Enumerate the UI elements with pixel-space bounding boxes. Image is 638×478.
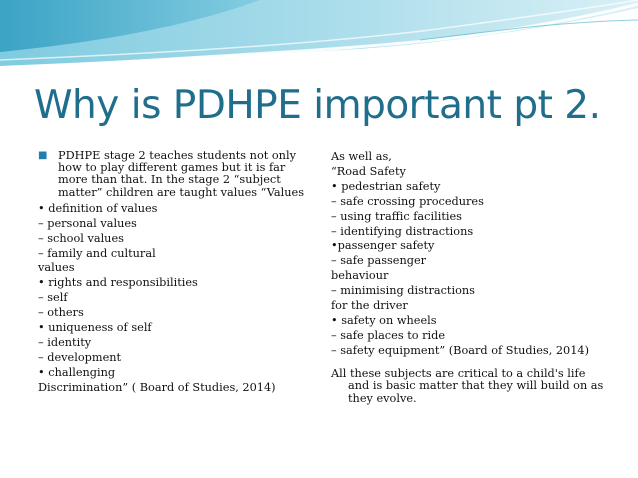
list-item: – using traffic facilities	[331, 209, 462, 223]
list-item: – development	[38, 350, 122, 364]
list-item: – identity	[38, 335, 92, 349]
list-item: • challenging	[38, 365, 116, 379]
list-item: – minimising distractions	[331, 284, 475, 298]
right-column	[331, 150, 606, 405]
list-item: “Road Safety	[331, 164, 406, 178]
list-item: – safety equipment” (Board of Studies, 2014)	[331, 343, 590, 357]
list-item: – safe passenger	[331, 254, 427, 268]
closing-paragraph: All these subjects are critical to a child's life and is basic matter that they will build on as they evolve.	[331, 366, 604, 405]
list-item: – personal values	[38, 216, 137, 230]
list-item: • pedestrian safety	[331, 179, 441, 193]
left-column	[38, 150, 310, 396]
list-item: – school values	[38, 231, 124, 245]
list-item: values	[38, 261, 75, 275]
list-item: for the driver	[331, 299, 408, 313]
list-item: – others	[38, 306, 84, 320]
list-item: – identifying distractions	[331, 224, 474, 238]
list-item: • definition of values	[38, 201, 158, 215]
slide-title: Why is PDHPE important pt 2.	[34, 83, 601, 128]
list-item: • safety on wheels	[331, 313, 437, 327]
list-item: •passenger safety	[331, 239, 435, 253]
list-item: – family and cultural	[38, 246, 156, 260]
list-item: Discrimination” ( Board of Studies, 2014)	[38, 380, 276, 394]
intro-bullet	[38, 150, 310, 199]
list-item: • rights and responsibilities	[38, 276, 198, 290]
list-item: As well as,	[331, 150, 392, 163]
intro-text: PDHPE stage 2 teaches students not only how to play different games but it is far more than that. In the stage 2 “subject matter” children are taught values “Values	[58, 149, 304, 199]
list-item: • uniqueness of self	[38, 321, 152, 335]
list-item: – safe crossing procedures	[331, 194, 484, 208]
list-item: behaviour	[331, 269, 389, 283]
header-wave-decoration	[0, 0, 638, 80]
bullet-square-icon: ■	[38, 150, 48, 161]
list-item: – safe places to ride	[331, 328, 446, 342]
list-item: – self	[38, 291, 68, 305]
